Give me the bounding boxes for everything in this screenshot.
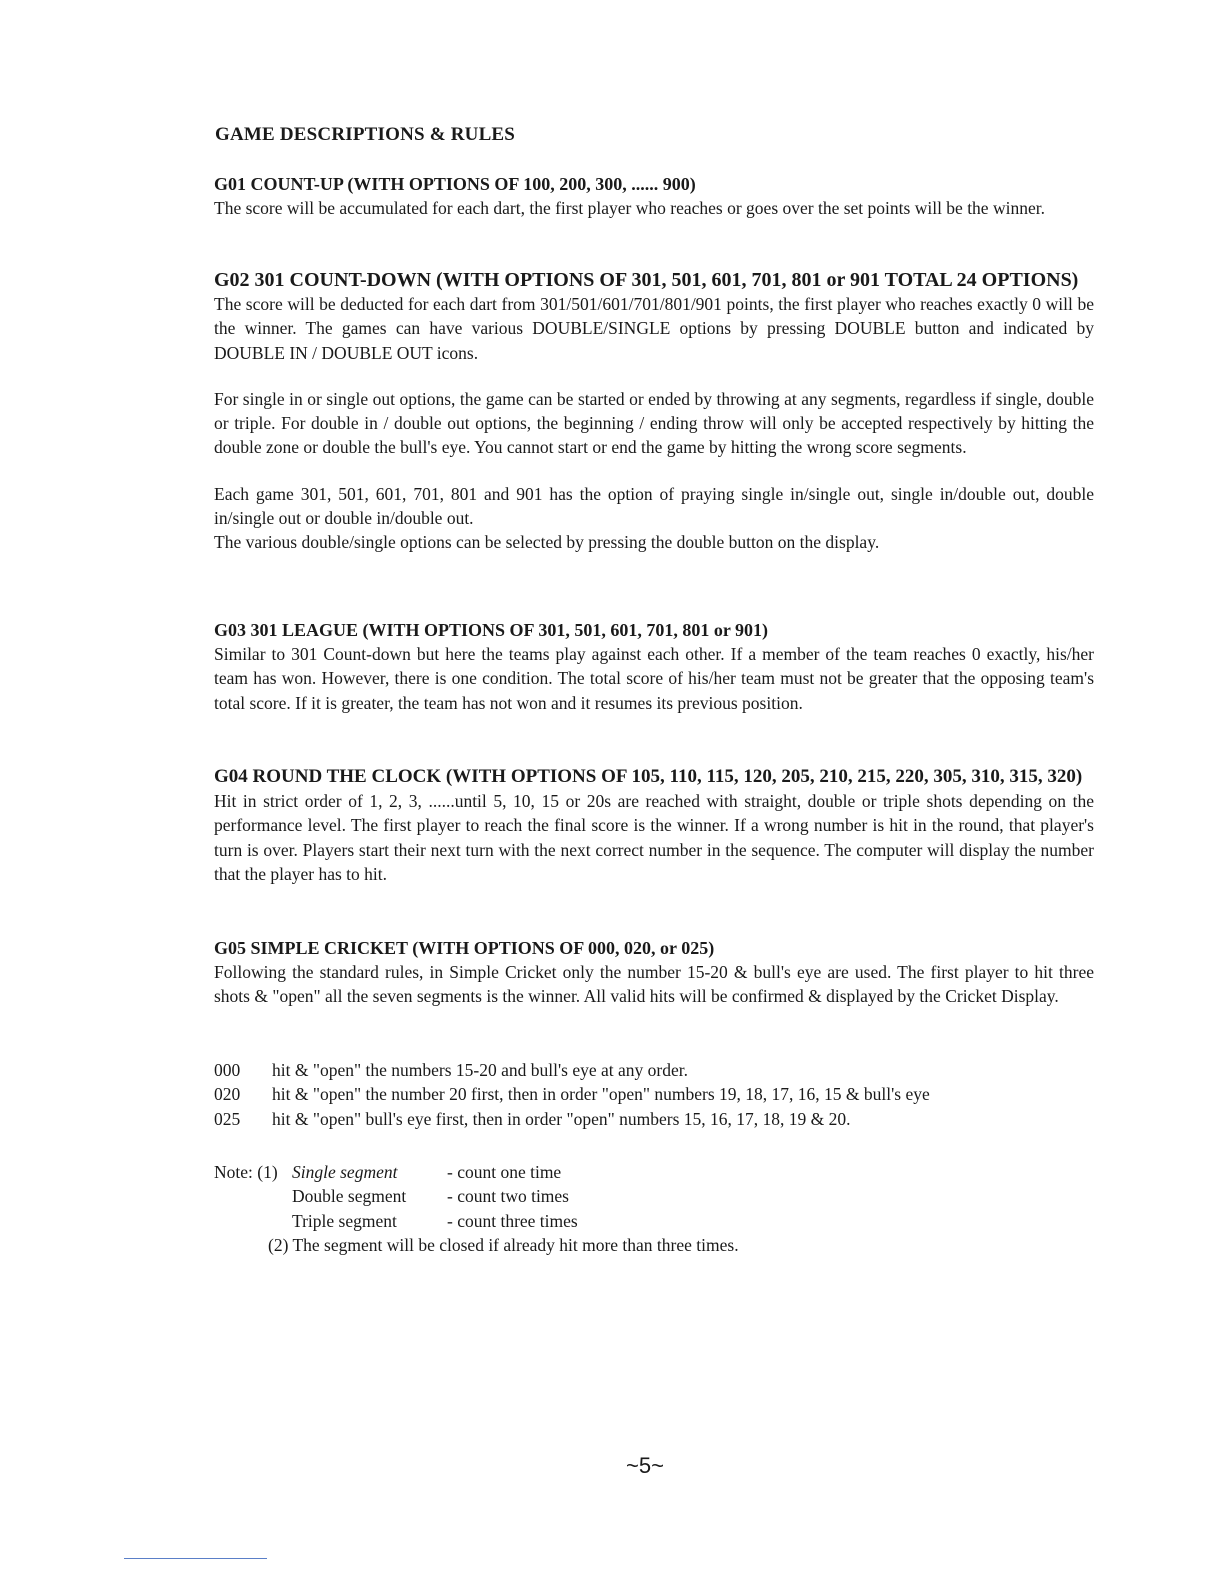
note-row bbox=[214, 1160, 739, 1184]
list-item bbox=[214, 1058, 930, 1082]
note-count: - count two times bbox=[447, 1186, 569, 1207]
option-code: 025 bbox=[214, 1108, 241, 1129]
section-text: Similar to 301 Count-down but here the teams play against each other. If a member of the team reaches 0 exactly, his/her team has won. However, there is one condition. The total score of his/her team must not be greater that the opposing team's total score. If it is greater, the team has not won and it resumes its previous position. bbox=[214, 644, 1094, 713]
note-segment: Double segment bbox=[292, 1186, 407, 1207]
note-count: - count one time bbox=[447, 1162, 562, 1182]
note-segment: Triple segment bbox=[292, 1210, 397, 1231]
note-segment: Single segment bbox=[292, 1162, 398, 1182]
section-g01 bbox=[214, 172, 1094, 220]
page-title: GAME DESCRIPTIONS & RULES bbox=[215, 124, 516, 145]
list-item bbox=[214, 1107, 930, 1131]
option-desc: hit & "open" the numbers 15-20 and bull's eye at any order. bbox=[272, 1060, 688, 1080]
section-text: The score will be deducted for each dart from 301/501/601/701/801/901 points, the first player who reaches exactly 0 will be the winner. The games can have various DOUBLE/SINGLE options by pressing DOUBLE button and indicated by DOUBLE IN / DOUBLE OUT icons. bbox=[214, 294, 1094, 363]
section-text: The score will be accumulated for each dart, the first player who reaches or goes over the set points will be the winner. bbox=[214, 198, 1045, 218]
section-g05 bbox=[214, 936, 1094, 1009]
note-row bbox=[214, 1184, 739, 1208]
note-block bbox=[214, 1160, 739, 1257]
section-title: G05 SIMPLE CRICKET (WITH OPTIONS OF 000, 020, or 025) bbox=[214, 938, 715, 958]
note-item-2: (2) The segment will be closed if already hit more than three times. bbox=[268, 1234, 739, 1255]
note-row bbox=[214, 1209, 739, 1233]
cricket-options-list bbox=[214, 1058, 930, 1131]
section-text: Hit in strict order of 1, 2, 3, ......until 5, 10, 15 or 20s are reached with straight, double or triple shots depending on the performance level. The first player to reach the final score is the winner. If a wrong number is hit in the round, that player's turn is over. Players start their next turn with the next correct number in the sequence. The computer will display the number that the player has to hit. bbox=[214, 791, 1094, 884]
section-text: The various double/single options can be selected by pressing the double button on the display. bbox=[214, 532, 880, 553]
section-text: For single in or single out options, the game can be started or ended by throwing at any segments, regardless if single, double or triple. For double in / double out options, the beginning / ending throw will only be accepted respectively by hitting the double zone or double the bull's eye. You cannot start or end the game by hitting the wrong score segments. bbox=[214, 388, 1094, 458]
section-title: G02 301 COUNT-DOWN (WITH OPTIONS OF 301, 501, 601, 701, 801 or 901 TOTAL 24 OPTIONS) bbox=[214, 269, 1079, 291]
note-prefix: Note: (1) bbox=[214, 1162, 278, 1182]
section-title: G04 ROUND THE CLOCK (WITH OPTIONS OF 105, 110, 115, 120, 205, 210, 215, 220, 305, 310, 315, 320) bbox=[214, 766, 1083, 787]
section-g03 bbox=[214, 618, 1094, 715]
section-title: G03 301 LEAGUE (WITH OPTIONS OF 301, 501, 601, 701, 801 or 901) bbox=[214, 620, 769, 640]
page-number: ~5~ bbox=[626, 1453, 664, 1478]
list-item bbox=[214, 1082, 930, 1106]
option-desc: hit & "open" bull's eye first, then in order "open" numbers 15, 16, 17, 18, 19 & 20. bbox=[272, 1108, 851, 1129]
section-g02 bbox=[214, 268, 1094, 555]
option-desc: hit & "open" the number 20 first, then in order "open" numbers 19, 18, 17, 16, 15 & bull's eye bbox=[272, 1084, 930, 1105]
footer-divider bbox=[124, 1558, 267, 1559]
section-text: Following the standard rules, in Simple Cricket only the number 15-20 & bull's eye are used. The first player to hit three shots & "open" all the seven segments is the winner. All valid hits will be confirmed & displayed by the Cricket Display. bbox=[214, 962, 1094, 1007]
note-count: - count three times bbox=[447, 1210, 578, 1231]
option-code: 020 bbox=[214, 1084, 241, 1105]
section-title: G01 COUNT-UP (WITH OPTIONS OF 100, 200, 300, ...... 900) bbox=[214, 174, 696, 194]
option-code: 000 bbox=[214, 1060, 241, 1080]
section-text: Each game 301, 501, 601, 701, 801 and 901 has the option of praying single in/single out, single in/double out, double in/single out or double in/double out. bbox=[214, 483, 1094, 529]
section-g04 bbox=[214, 765, 1094, 886]
